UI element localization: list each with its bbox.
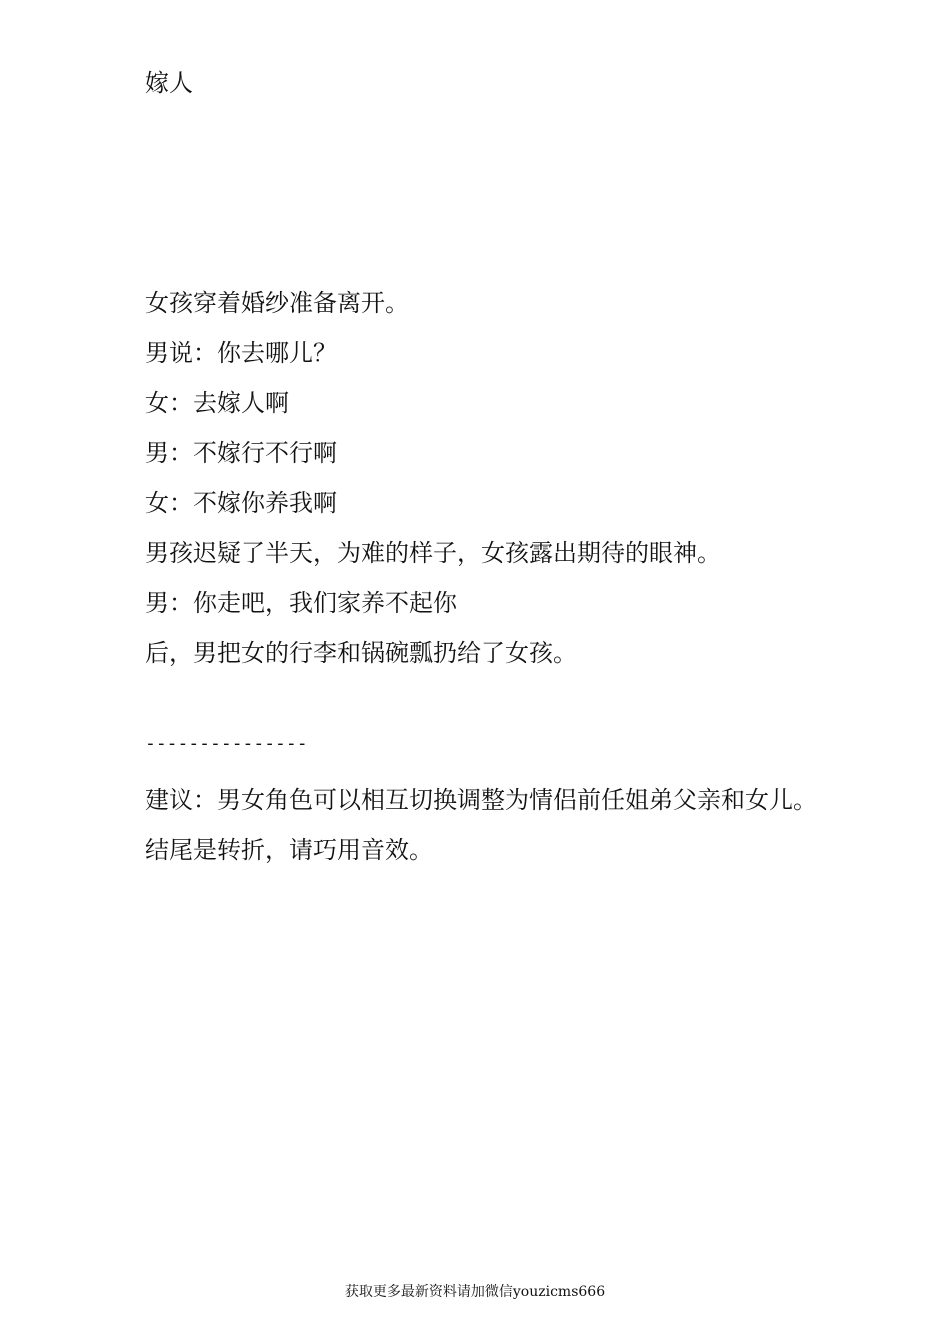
story-line: 女：去嫁人啊: [145, 389, 289, 417]
document-title: 嫁人: [145, 69, 193, 97]
story-line: 男孩迟疑了半天，为难的样子，女孩露出期待的眼神。: [145, 539, 721, 567]
story-line: 男说：你去哪儿？: [145, 339, 337, 367]
page-footer: 获取更多最新资料请加微信youzicms666: [344, 1284, 606, 1300]
section-divider: ---------------: [145, 733, 308, 754]
suggestion-note: 建议：男女角色可以相互切换调整为情侣前任姐弟父亲和女儿。结尾是转折，请巧用音效。: [145, 786, 817, 864]
story-line: 男：不嫁行不行啊: [145, 439, 337, 467]
story-lines: [145, 278, 825, 678]
story-line: 女：不嫁你养我啊: [145, 489, 337, 517]
story-line: 男：你走吧，我们家养不起你: [145, 589, 457, 617]
story-line: 后，男把女的行李和锅碗瓢扔给了女孩。: [145, 639, 577, 667]
story-line: 女孩穿着婚纱准备离开。: [145, 289, 409, 317]
